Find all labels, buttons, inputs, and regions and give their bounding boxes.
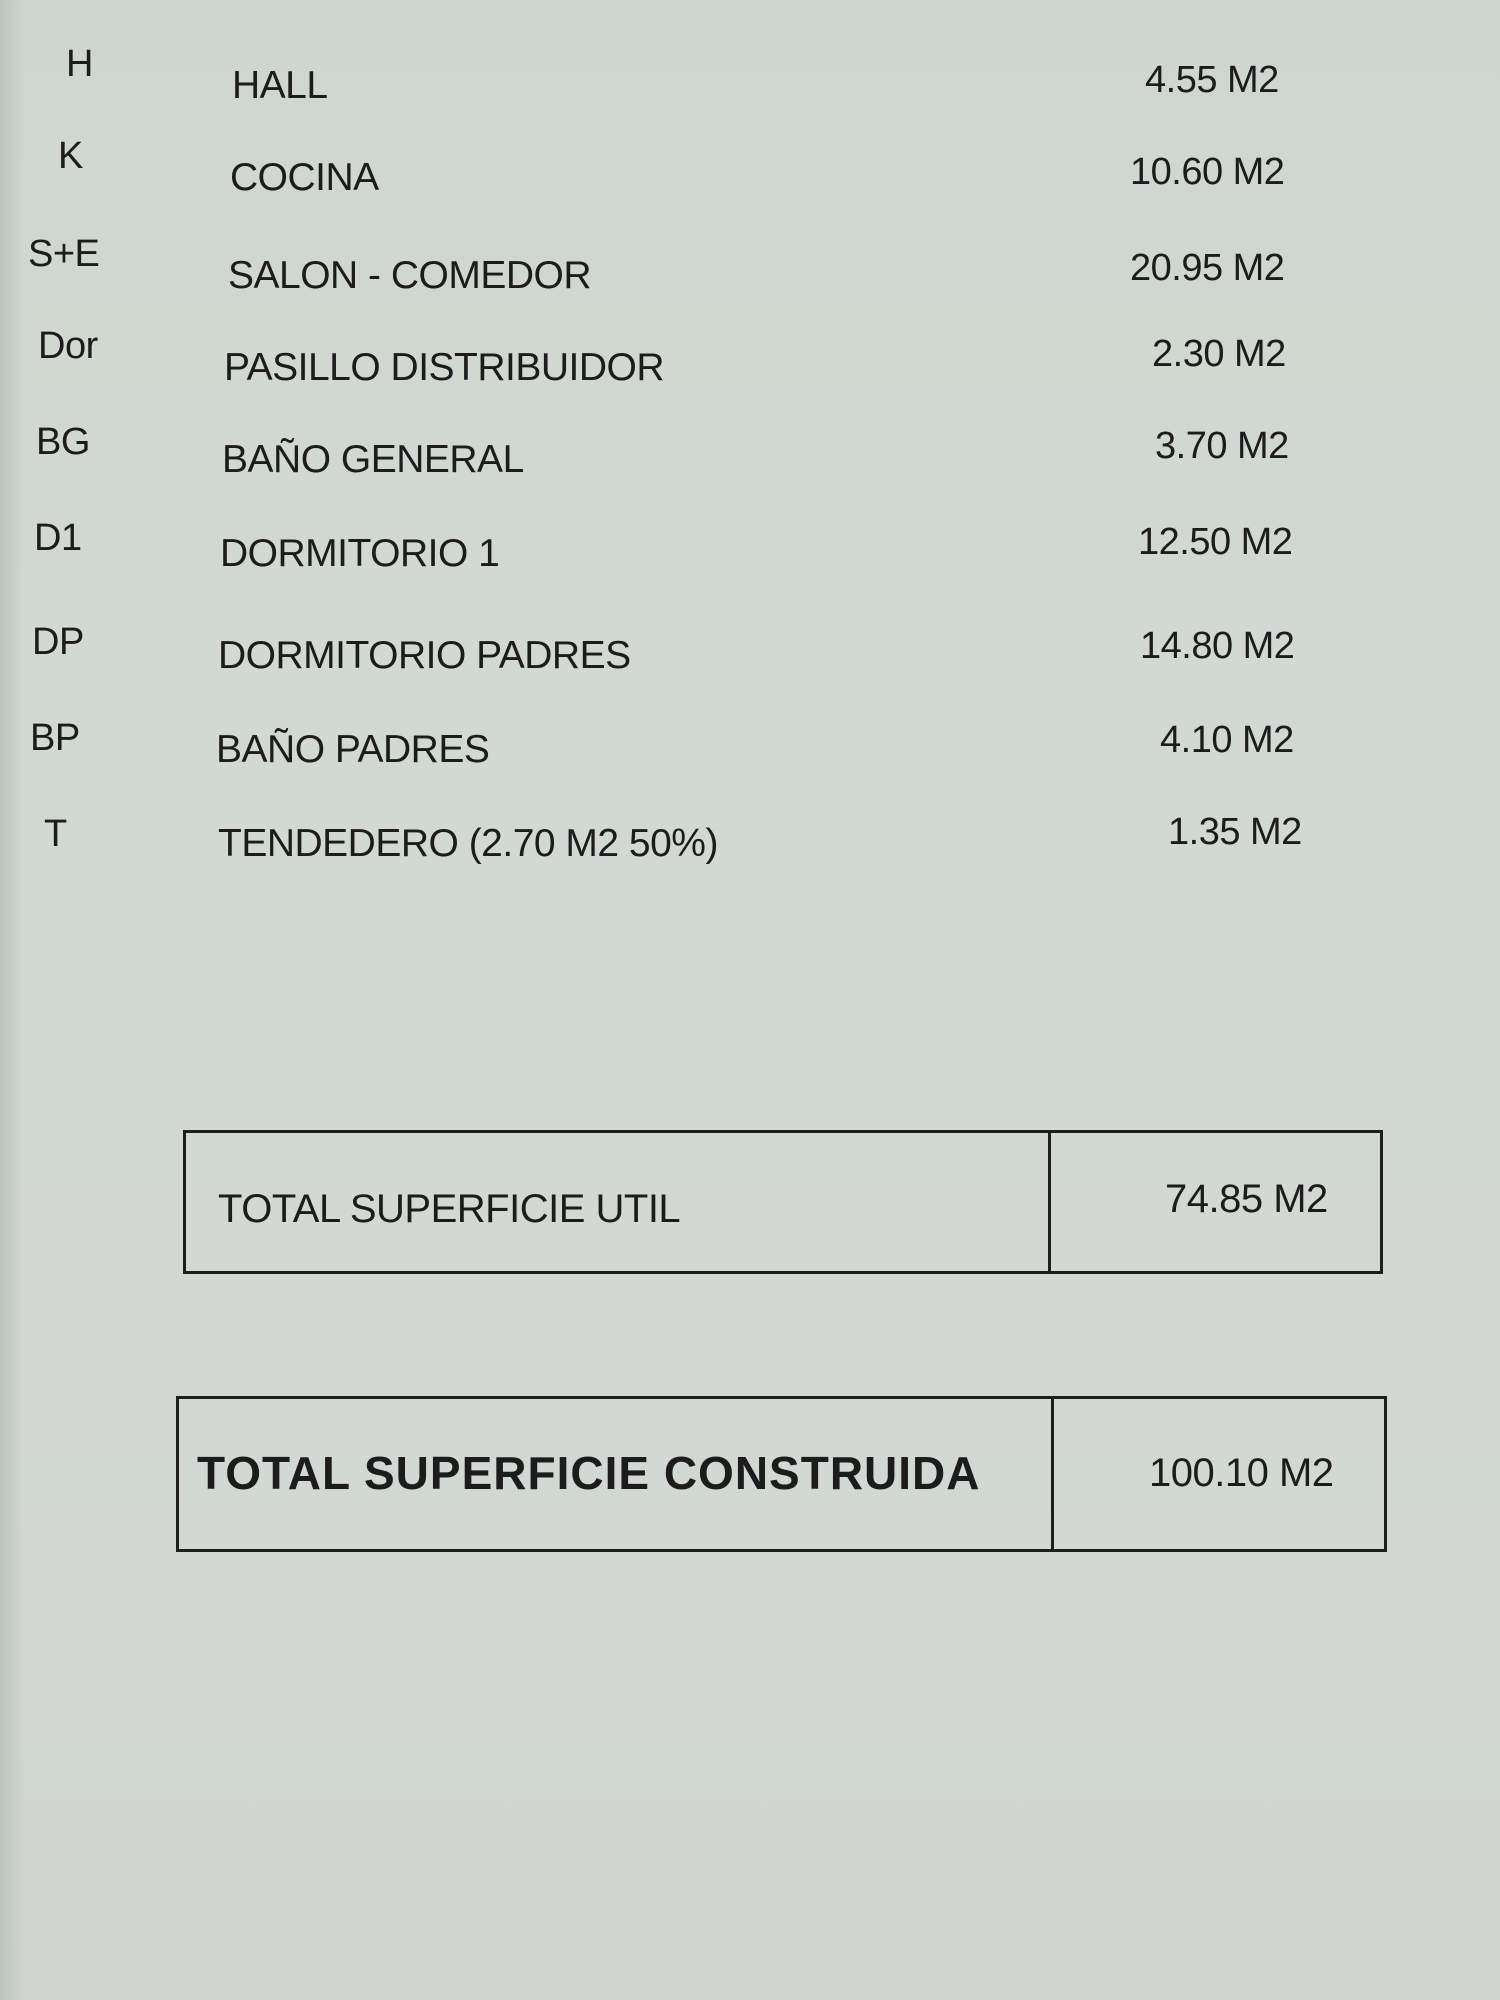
room-code: K <box>58 135 83 177</box>
room-area: 20.95 M2 <box>1130 247 1285 289</box>
room-name: TENDEDERO (2.70 M2 50%) <box>218 822 718 865</box>
room-code: H <box>66 43 93 85</box>
room-area: 4.10 M2 <box>1160 719 1294 761</box>
total-construida-box <box>176 1396 1387 1552</box>
room-name: PASILLO DISTRIBUIDOR <box>224 346 665 389</box>
room-area: 1.35 M2 <box>1168 811 1302 853</box>
total-construida-value: 100.10 M2 <box>1149 1451 1334 1495</box>
total-construida-label: TOTAL SUPERFICIE CONSTRUIDA <box>197 1447 981 1499</box>
room-area: 10.60 M2 <box>1130 151 1285 193</box>
room-area: 2.30 M2 <box>1152 333 1286 375</box>
room-name: DORMITORIO PADRES <box>218 634 631 677</box>
room-code: T <box>44 813 67 855</box>
room-area: 3.70 M2 <box>1155 425 1289 467</box>
room-area: 14.80 M2 <box>1140 625 1295 667</box>
total-util-box <box>183 1130 1383 1274</box>
room-row-cocina <box>0 135 1500 208</box>
room-code: BP <box>30 717 80 759</box>
room-name: HALL <box>232 64 328 107</box>
room-row-bano-general <box>0 421 1500 490</box>
room-row-bano-padres <box>0 717 1500 780</box>
room-area: 4.55 M2 <box>1145 59 1279 101</box>
room-name: COCINA <box>230 156 379 199</box>
room-code: S+E <box>28 233 100 275</box>
room-code: Dor <box>38 325 98 367</box>
room-row-dormitorio-padres <box>0 621 1500 686</box>
total-util-divider <box>1048 1133 1051 1271</box>
room-code: DP <box>32 621 84 663</box>
room-row-hall <box>0 43 1500 116</box>
room-row-tendedero <box>0 811 1500 874</box>
room-code: D1 <box>34 517 82 559</box>
room-name: BAÑO PADRES <box>216 728 490 771</box>
room-code: BG <box>36 421 90 463</box>
total-util-value: 74.85 M2 <box>1165 1177 1328 1221</box>
room-row-salon-comedor <box>0 233 1500 306</box>
room-row-pasillo <box>0 325 1500 398</box>
room-name: DORMITORIO 1 <box>220 532 500 575</box>
room-row-dormitorio-1 <box>0 517 1500 584</box>
room-area: 12.50 M2 <box>1138 521 1293 563</box>
total-util-label: TOTAL SUPERFICIE UTIL <box>218 1187 681 1231</box>
room-name: BAÑO GENERAL <box>222 438 524 481</box>
total-construida-divider <box>1051 1399 1054 1549</box>
room-name: SALON - COMEDOR <box>228 254 592 297</box>
